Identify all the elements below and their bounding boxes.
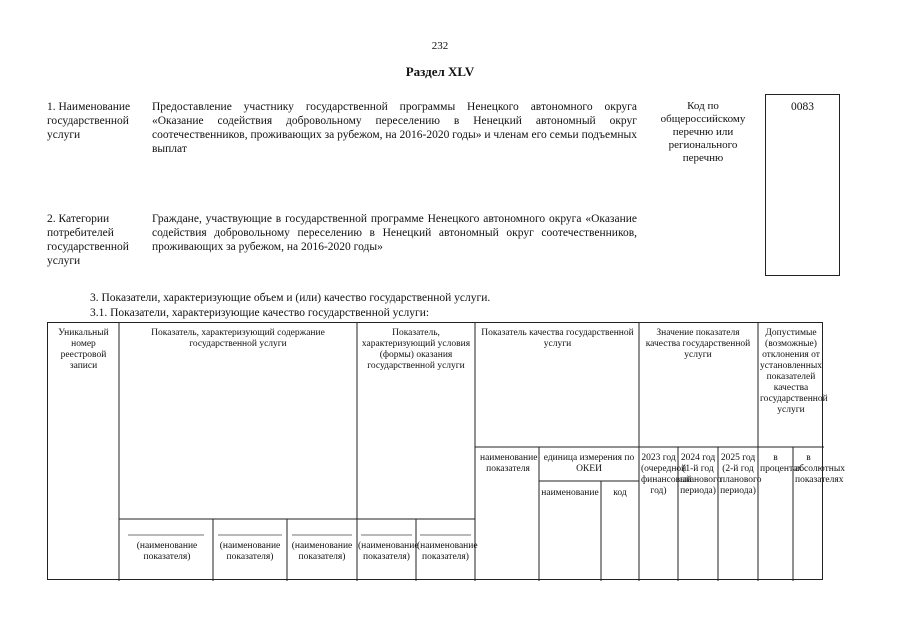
header-indicator-value: Значение показателя качества государственной услуги bbox=[645, 328, 751, 360]
year-2024-header: 2024 год (1-й год планового периода) bbox=[680, 453, 722, 496]
quality-name-header: наименование показателя bbox=[480, 453, 538, 474]
quality-unit-header: единица измерения по ОКЕИ bbox=[543, 453, 635, 474]
conditions-indicator-name-1: (наименование показателя) bbox=[358, 541, 419, 562]
paragraph-3: 3. Показатели, характеризующие объем и (или) качество государственной услуги. bbox=[90, 292, 491, 304]
item2-label: 2. Категории потребителей государственной услуги bbox=[47, 213, 129, 267]
header-allowed-deviation: Допустимые (возможные) отклонения от установленных показателей качества государственной услуги bbox=[760, 328, 828, 415]
year-2023-header: 2023 год (очередной финансовый год) bbox=[641, 453, 692, 496]
page-number: 232 bbox=[431, 40, 449, 52]
item2-text: Граждане, участвующие в государственной программе Ненецкого автономного округа «Оказание содействия добровольному переселению в Ненецкий автономный округ соотечественников, проживающих за рубежом, на 2016-2020 годы» bbox=[152, 213, 637, 253]
content-indicator-name-1: (наименование показателя) bbox=[136, 541, 198, 562]
conditions-indicator-name-2: (наименование показателя) bbox=[417, 541, 478, 562]
unit-name-header: наименование bbox=[541, 488, 599, 498]
deviation-absolute-header: в абсолютных показателях bbox=[795, 453, 845, 485]
deviation-percent-header: в процентах bbox=[760, 453, 803, 474]
code-value: 0083 bbox=[791, 101, 814, 113]
header-unique-number: Уникальный номер реестровой записи bbox=[58, 328, 109, 371]
code-box bbox=[765, 94, 840, 276]
item1-label: 1. Наименование государственной услуги bbox=[47, 101, 131, 141]
content-indicator-name-3: (наименование показателя) bbox=[291, 541, 353, 562]
header-conditions-indicator: Показатель, характеризующий условия (формы) оказания государственной услуги bbox=[361, 328, 471, 371]
header-content-indicator: Показатель, характеризующий содержание государственной услуги bbox=[151, 328, 325, 349]
quality-indicators-table bbox=[47, 322, 845, 580]
code-label: Код по общероссийскому перечню или регионального перечню bbox=[660, 100, 746, 164]
content-indicator-name-2: (наименование показателя) bbox=[219, 541, 281, 562]
item1-text: Предоставление участнику государственной программы Ненецкого автономного округа «Оказание содействия добровольному переселению в Ненецкий автономный округ соотечественников, проживающих за рубежом, на 2016-2020 годы» и членам его семьи подъемных выплат bbox=[152, 101, 637, 155]
header-quality-indicator: Показатель качества государственной услуги bbox=[481, 328, 634, 349]
paragraph-3-1: 3.1. Показатели, характеризующие качество государственной услуги: bbox=[90, 307, 430, 319]
unit-code-header: код bbox=[613, 488, 627, 498]
year-2025-header: 2025 год (2-й год планового периода) bbox=[720, 453, 762, 496]
section-title: Раздел XLV bbox=[405, 64, 475, 79]
